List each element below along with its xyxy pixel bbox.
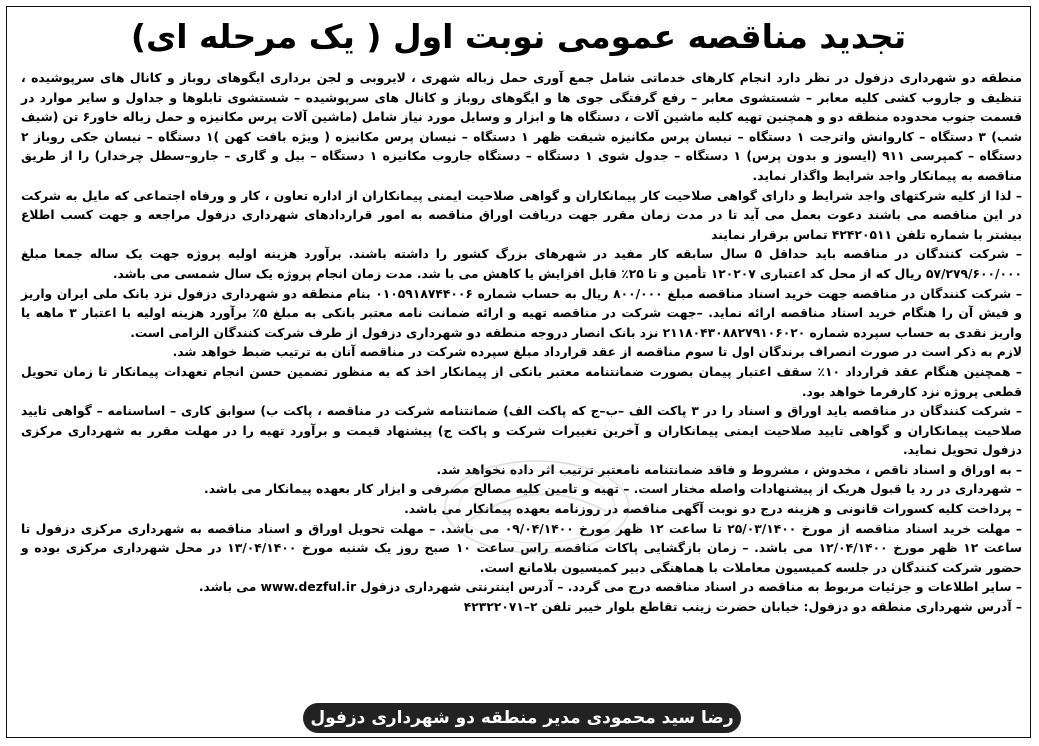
notice-frame	[6, 6, 1031, 738]
paragraph-intro: منطقه دو شهرداری دزفول در نظر دارد انجام کارهای خدماتی شامل جمع آوری حمل زباله شهری ، لایروبی و لجن برداری ایگوهای روباز و کانال های سرپوشیده ، تنظیف و جاروب کشی کلیه معابر – شستشوی معابر – رفع گرفتگی جوی ها و ایگوهای روباز و کانال های سرپوشیده – شستشوی تابلوها و جداول و سایر موارد در قسمت جنوب محدوده منطقه دو و همچنین تهیه کلیه ماشین آلات ، دستگاه ها و ابزار و وسایل مورد نیاز شامل (ماشین آلات پرس مکانیزه و حمل زباله خاور۶ تن (شیف شب) ۳ دستگاه – کاروانش واترجت ۱ دستگاه – نیسان پرس مکانیزه شیفت ظهر ۱ دستگاه – نیسان پرس مکانیزه ( ویژه بافت کهن )۱ دستگاه – نیسان جکی روباز ۲ دستگاه – کمپرسی ۹۱۱ (ایسوز و بدون پرس) ۱ دستگاه – جدول شوی ۱ دستگاه – دستگاه جاروب مکانیزه ۱ دستگاه – بیل و گاری – جارو–سطل چرخدار) را از طریق مناقصه به پیمانکار واجد شرایط واگذار نماید.	[21, 71, 1023, 183]
info-text-end: می باشد.	[198, 580, 257, 595]
paragraph-deductions: – پرداخت کلیه کسورات قانونی و هزینه درج دو نوبت آگهی مناقصه در روزنامه بعهده پیمانکار می باشد.	[404, 502, 1022, 517]
paragraph-deadlines: – مهلت خرید اسناد مناقصه از مورخ ۲۵/۰۳/۱۴۰۰ تا ساعت ۱۲ ظهر مورخ ۰۹/۰۴/۱۴۰۰ می باشد. – مهلت تحویل اوراق و اسناد مناقصه به شهرداری مرکزی دزفول تا ساعت ۱۲ ظهر مورخ ۱۲/۰۴/۱۴۰۰ می باشد. – زمان بازگشایی پاکات مناقصه راس ساعت ۱۰ صبح روز یک شنبه مورخ ۱۳/۰۴/۱۴۰۰ در محل شهرداری مرکزی بوده و حضور شرکت کنندگان در جلسه کمیسیون معاملات با هماهنگی دبیر کمیسیون بلامانع است.	[21, 521, 1022, 575]
paragraph-envelopes: – شرکت کنندگان در مناقصه باید اوراق و اسناد را در ۳ پاکت الف –ب–ج که پاکت الف) ضمانتنامه شرکت در مناقصه ، پاکت ب) سوابق کاری – اساسنامه – گواهی تایید صلاحیت پیمانکاران و گواهی تایید صلاحیت ایمنی پیمانکاران و آخرین تغییرات شرکت و پاکت ج) پیشنهاد قیمت و برآورد تهیه را در مهلت مقرر به شهرداری مرکزی دزفول تحویل نماید.	[21, 404, 1022, 458]
notice-title: تجدید مناقصه عمومی نوبت اول ( یک مرحله ای)	[130, 17, 907, 56]
notice-body	[21, 69, 1022, 618]
paragraph-contract-guarantee: – همچنین هنگام عقد قرارداد ۱۰٪ سقف اعتبار پیمان بصورت ضمانتنامه معتبر بانکی از پیمانکار اخذ که به منظور تضمین حسن انجام تعهدات پیمانکار تا زمان تحویل قطعی پروژه نزد کارفرما خواهد بود.	[21, 364, 1022, 399]
paragraph-documents-guarantee: – شرکت کنندگان در مناقصه جهت خرید اسناد مناقصه مبلغ ۸۰۰/۰۰۰ ریال به حساب شماره ۰۱۰۵۹۱۸۷۴۴۰۰۶ بنام منطقه دو شهرداری دزفول نزد بانک ملی ایران واریز و فیش آن را هنگام خرید اسناد مناقصه ارائه نماید. –جهت شرکت در مناقصه تهیه و ارائه ضمانت نامه معتبر بانکی به مبلغ ۵٪ برآورد هزینه اولیه با اعتبار ۳ ماهه یا واریز نقدی به حساب سپرده شماره ۲۱۱۸۰۴۳۰۸۸۲۷۹۱۰۶۰۲۰ نزد بانک انصار دروجه منطقه دو شهرداری دزفول از طرف شرکت کنندگان الزامی است.	[21, 286, 1023, 340]
paragraph-incomplete: – به اوراق و اسناد ناقص ، مخدوش ، مشروط و فاقد ضمانتنامه نامعتبر ترتیب اثر داده نخواهد شد.	[436, 462, 1022, 477]
paragraph-address: – آدرس شهرداری منطقه دو دزفول: خیابان حضرت زینب تقاطع بلوار خیبر تلفن ۲–۴۲۳۲۲۰۷۱	[463, 600, 1022, 615]
signature-bar: رضا سید محمودی مدیر منطقه دو شهرداری دزفول	[303, 703, 741, 733]
paragraph-forfeit: لازم به ذکر است در صورت انصراف برندگان اول تا سوم مناقصه از عقد قرارداد مبلغ سپرده شرکت در مناقصه آنان به ترتیب ضبط خواهد شد.	[172, 345, 1022, 360]
paragraph-invitation: – لذا از کلیه شرکتهای واجد شرایط و دارای گواهی صلاحیت کار پیمانکاران و گواهی صلاحیت ایمنی پیمانکاران از اداره تعاون ، کار و ورفاه اجتماعی که مایل به شرکت در این مناقصه می باشند دعوت بعمل می آید تا در مدت زمان مقرر جهت دریافت اوراق مناقصه به امور قراردادهای شهرداری دزفول مراجعه و جهت کسب اطلاع بیشتر با شماره تلفن ۴۲۴۲۰۵۱۱ تماس برقرار نمایند	[21, 188, 1022, 242]
paragraph-info	[21, 578, 1022, 598]
info-text: – سایر اطلاعات و جزئیات مربوط به مناقصه در اسناد مناقصه درج می گردد. – آدرس اینترنتی شهرداری دزفول	[360, 580, 1022, 595]
paragraph-rights: – شهرداری در رد یا قبول هریک از پیشنهادات واصله مختار است. – تهیه و تامین کلیه مصالح مصرفی و ابزار کار بعهده پیمانکار می باشد.	[204, 482, 1022, 497]
website-link[interactable]: www.dezful.ir	[260, 580, 357, 595]
paragraph-experience-budget: – شرکت کنندگان در مناقصه باید حداقل ۵ سال سابقه کار مفید در شهرهای بزرگ کشور را داشته باشند. برآورد هزینه اولیه پروژه جهت یک ساله جمعا مبلغ ۵۷/۲۷۹/۶۰۰/۰۰۰ ریال که از محل کد اعتباری ۱۲۰۲۰۷ تأمین و تا ۲۵٪ قابل افزایش یا کاهش می با شد. مدت زمان انجام پروژه یک سال شمسی می باشد.	[21, 247, 1022, 281]
